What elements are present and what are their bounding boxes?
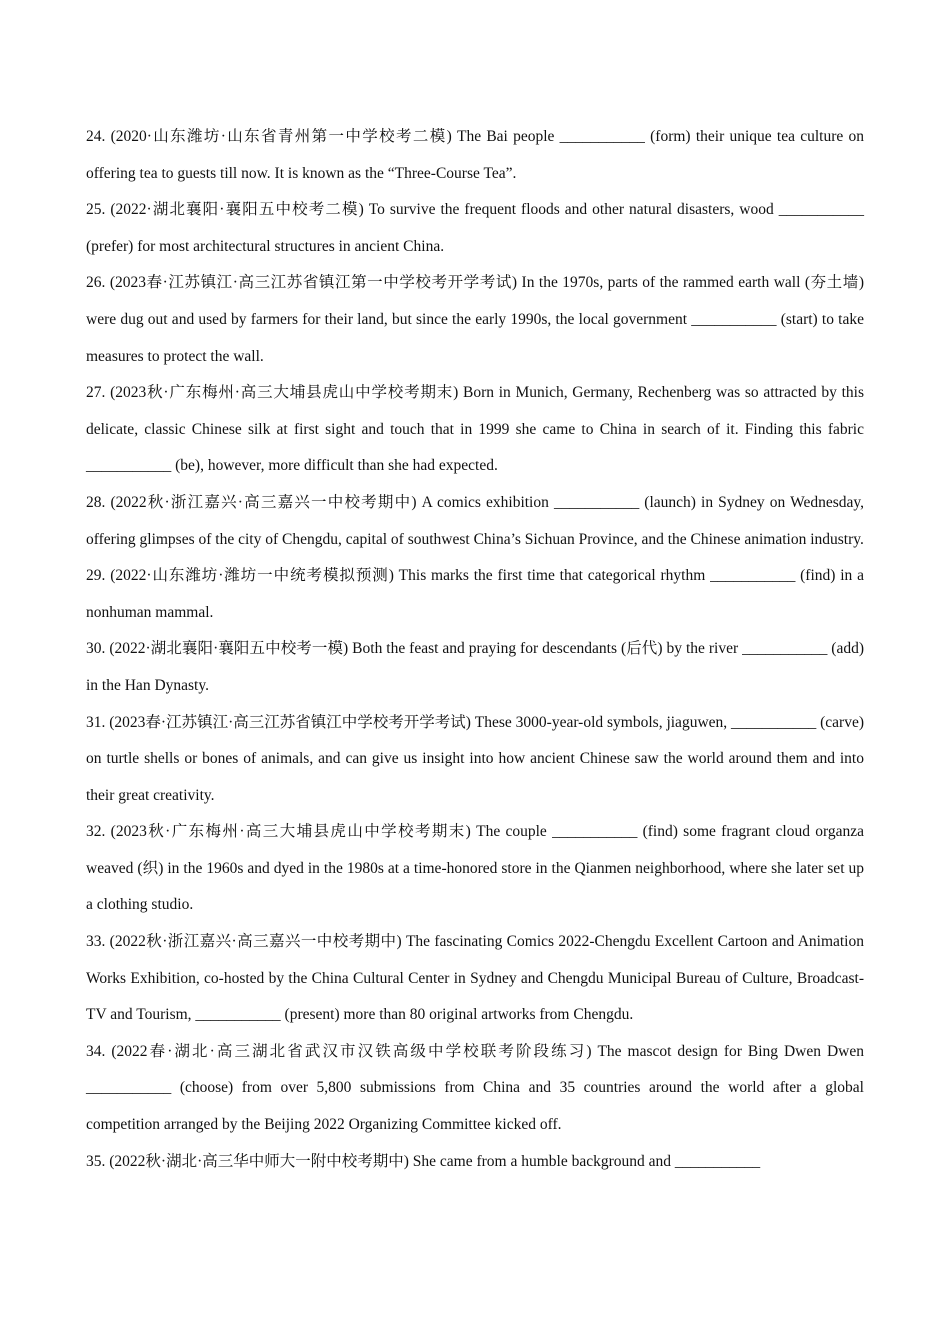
question-26: 26. (2023春·江苏镇江·高三江苏省镇江第一中学校考开学考试) In the 1970s, parts of the rammed earth wall (夯土墙) were dug out and used by farmers for their land, but since the early 1990s, the local government ___________ (start) to take measures to protect the wall.	[86, 274, 864, 365]
question-25: 25. (2022·湖北襄阳·襄阳五中校考二模) To survive the frequent floods and other natural disasters, wood ___________ (prefer) for most architectural structures in ancient China.	[86, 201, 864, 255]
question-33: 33. (2022秋·浙江嘉兴·高三嘉兴一中校考期中) The fascinating Comics 2022-Chengdu Excellent Cartoon and Animation Works Exhibition, co-hosted by the China Cultural Center in Sydney and Chengdu Municipal Bureau of Culture, Broadcast-TV and Tourism, ___________ (present) more than 80 original artworks from Chengdu.	[86, 933, 864, 1024]
question-24: 24. (2020·山东潍坊·山东省青州第一中学校考二模) The Bai people ___________ (form) their unique tea culture on offering tea to guests till now. It is known as the “Three-Course Tea”.	[86, 128, 864, 182]
question-35: 35. (2022秋·湖北·高三华中师大一附中校考期中) She came from a humble background and ___________	[86, 1152, 761, 1170]
question-list	[86, 119, 864, 1180]
question-34: 34. (2022春·湖北·高三湖北省武汉市汉铁高级中学校联考阶段练习) The mascot design for Bing Dwen Dwen ___________ (choose) from over 5,800 submissions from China and 35 countries around the world after a global competition arranged by the Beijing 2022 Organizing Committee kicked off.	[86, 1042, 864, 1134]
question-32: 32. (2023秋·广东梅州·高三大埔县虎山中学校考期末) The couple ___________ (find) some fragrant cloud organza weaved (织) in the 1960s and dyed in the 1980s at a time-honored store in the Qianmen neighborhood, where she later set up a clothing studio.	[86, 823, 864, 914]
question-30: 30. (2022·湖北襄阳·襄阳五中校考一模) Both the feast and praying for descendants (后代) by the river ___________ (add) in the Han Dynasty.	[86, 640, 864, 694]
question-31: 31. (2023春·江苏镇江·高三江苏省镇江中学校考开学考试) These 3000-year-old symbols, jiaguwen, ___________ (carve) on turtle shells or bones of animals, and can give us insight into how ancient Chinese saw the world around them and into their great creativity.	[86, 713, 865, 804]
question-27: 27. (2023秋·广东梅州·高三大埔县虎山中学校考期末) Born in Munich, Germany, Rechenberg was so attracted by this delicate, classic Chinese silk at first sight and touch that in 1999 she came to China in search of it. Finding this fabric ___________ (be), however, more difficult than she had expected.	[86, 384, 864, 475]
question-29: 29. (2022·山东潍坊·潍坊一中统考模拟预测) This marks the first time that categorical rhythm ___________ (find) in a nonhuman mammal.	[86, 567, 864, 621]
question-28: 28. (2022秋·浙江嘉兴·高三嘉兴一中校考期中) A comics exhibition ___________ (launch) in Sydney on Wednesday, offering glimpses of the city of Chengdu, capital of southwest China’s Sichuan Province, and the Chinese animation industry.	[86, 493, 864, 548]
